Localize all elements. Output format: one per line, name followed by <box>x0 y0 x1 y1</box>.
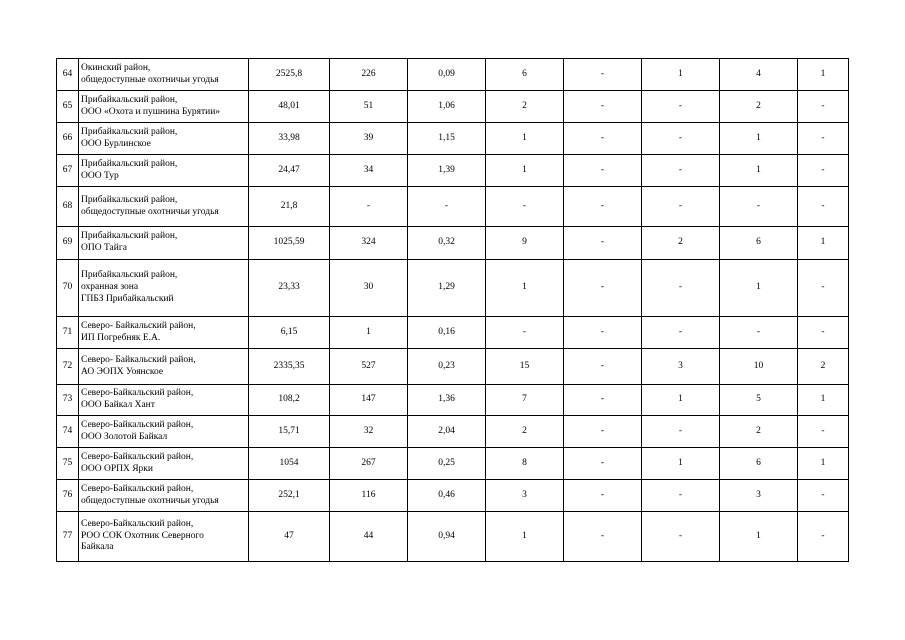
row-name: Окинский район, общедоступные охотничьи угодья <box>79 59 249 91</box>
row-number: 74 <box>57 416 79 448</box>
cell-col6: 3 <box>642 349 720 385</box>
cell-col7: - <box>720 317 798 349</box>
cell-col7: 3 <box>720 480 798 512</box>
cell-col5: - <box>564 260 642 317</box>
cell-col5: - <box>564 317 642 349</box>
cell-col8: - <box>798 91 849 123</box>
cell-col6: 1 <box>642 59 720 91</box>
cell-col8: - <box>798 512 849 562</box>
cell-col4: 2 <box>486 91 564 123</box>
cell-col8: - <box>798 187 849 227</box>
table-row <box>57 155 849 187</box>
cell-col2: 147 <box>330 385 408 416</box>
cell-col1: 33,98 <box>249 123 330 155</box>
table-body <box>57 59 849 562</box>
table-row <box>57 512 849 562</box>
cell-col4: 1 <box>486 260 564 317</box>
cell-col6: - <box>642 416 720 448</box>
cell-col7: 2 <box>720 416 798 448</box>
cell-col6: - <box>642 260 720 317</box>
table-row <box>57 59 849 91</box>
row-name: Прибайкальский район, ООО «Охота и пушнина Бурятии» <box>79 91 249 123</box>
row-name: Прибайкальский район, ООО Бурлинское <box>79 123 249 155</box>
cell-col6: - <box>642 480 720 512</box>
table-row <box>57 91 849 123</box>
cell-col1: 24,47 <box>249 155 330 187</box>
cell-col1: 6,15 <box>249 317 330 349</box>
cell-col5: - <box>564 155 642 187</box>
cell-col1: 15,71 <box>249 416 330 448</box>
cell-col3: 1,29 <box>408 260 486 317</box>
cell-col2: 32 <box>330 416 408 448</box>
table-row <box>57 187 849 227</box>
cell-col3: 0,94 <box>408 512 486 562</box>
cell-col8: - <box>798 123 849 155</box>
row-number: 67 <box>57 155 79 187</box>
row-number: 69 <box>57 227 79 260</box>
cell-col6: - <box>642 512 720 562</box>
cell-col7: 2 <box>720 91 798 123</box>
row-number: 68 <box>57 187 79 227</box>
table-row <box>57 480 849 512</box>
cell-col2: 34 <box>330 155 408 187</box>
table-row <box>57 123 849 155</box>
cell-col4: 9 <box>486 227 564 260</box>
table-row <box>57 227 849 260</box>
cell-col7: 4 <box>720 59 798 91</box>
row-number: 72 <box>57 349 79 385</box>
cell-col1: 23,33 <box>249 260 330 317</box>
row-number: 73 <box>57 385 79 416</box>
row-number: 66 <box>57 123 79 155</box>
cell-col5: - <box>564 385 642 416</box>
row-name: Северо-Байкальский район, ООО Байкал Хант <box>79 385 249 416</box>
cell-col3: 0,23 <box>408 349 486 385</box>
cell-col2: 1 <box>330 317 408 349</box>
cell-col4: 6 <box>486 59 564 91</box>
cell-col3: 2,04 <box>408 416 486 448</box>
cell-col1: 1025,59 <box>249 227 330 260</box>
row-name: Северо-Байкальский район, общедоступные охотничьи угодья <box>79 480 249 512</box>
cell-col6: - <box>642 91 720 123</box>
cell-col3: 0,46 <box>408 480 486 512</box>
cell-col4: 2 <box>486 416 564 448</box>
cell-col6: 1 <box>642 385 720 416</box>
cell-col1: 2525,8 <box>249 59 330 91</box>
cell-col8: 1 <box>798 385 849 416</box>
cell-col7: - <box>720 187 798 227</box>
cell-col4: 1 <box>486 512 564 562</box>
table-row <box>57 349 849 385</box>
table-row <box>57 317 849 349</box>
cell-col5: - <box>564 448 642 480</box>
cell-col1: 47 <box>249 512 330 562</box>
row-number: 75 <box>57 448 79 480</box>
data-table <box>56 58 849 562</box>
cell-col6: - <box>642 155 720 187</box>
table-row <box>57 260 849 317</box>
table-row <box>57 448 849 480</box>
cell-col5: - <box>564 480 642 512</box>
cell-col4: 15 <box>486 349 564 385</box>
cell-col8: - <box>798 317 849 349</box>
cell-col1: 108,2 <box>249 385 330 416</box>
row-name: Северо-Байкальский район, РОО СОК Охотник Северного Байкала <box>79 512 249 562</box>
cell-col5: - <box>564 187 642 227</box>
row-number: 77 <box>57 512 79 562</box>
row-number: 70 <box>57 260 79 317</box>
cell-col2: 39 <box>330 123 408 155</box>
cell-col1: 2335,35 <box>249 349 330 385</box>
cell-col7: 1 <box>720 260 798 317</box>
cell-col5: - <box>564 123 642 155</box>
cell-col3: 0,25 <box>408 448 486 480</box>
cell-col6: - <box>642 187 720 227</box>
cell-col7: 1 <box>720 155 798 187</box>
row-name: Прибайкальский район, охранная зона ГПБЗ Прибайкальский <box>79 260 249 317</box>
cell-col2: 116 <box>330 480 408 512</box>
row-name: Северо-Байкальский район, ООО Золотой Байкал <box>79 416 249 448</box>
cell-col2: 527 <box>330 349 408 385</box>
cell-col6: 1 <box>642 448 720 480</box>
row-name: Северо- Байкальский район, АО ЭОПХ Уоянское <box>79 349 249 385</box>
cell-col4: 1 <box>486 155 564 187</box>
cell-col7: 6 <box>720 227 798 260</box>
cell-col1: 252,1 <box>249 480 330 512</box>
row-name: Прибайкальский район, общедоступные охотничьи угодья <box>79 187 249 227</box>
row-number: 65 <box>57 91 79 123</box>
cell-col8: 1 <box>798 448 849 480</box>
cell-col1: 21,8 <box>249 187 330 227</box>
row-name: Прибайкальский район, ОПО Тайга <box>79 227 249 260</box>
row-name: Северо- Байкальский район, ИП Погребняк Е.А. <box>79 317 249 349</box>
cell-col1: 48,01 <box>249 91 330 123</box>
cell-col7: 1 <box>720 512 798 562</box>
cell-col6: - <box>642 317 720 349</box>
cell-col5: - <box>564 227 642 260</box>
cell-col3: 0,32 <box>408 227 486 260</box>
cell-col3: 1,36 <box>408 385 486 416</box>
cell-col4: 3 <box>486 480 564 512</box>
cell-col7: 6 <box>720 448 798 480</box>
row-number: 64 <box>57 59 79 91</box>
cell-col5: - <box>564 512 642 562</box>
cell-col8: - <box>798 155 849 187</box>
cell-col4: 8 <box>486 448 564 480</box>
cell-col4: 1 <box>486 123 564 155</box>
row-name: Северо-Байкальский район, ООО ОРПХ Ярки <box>79 448 249 480</box>
cell-col3: 1,15 <box>408 123 486 155</box>
cell-col6: 2 <box>642 227 720 260</box>
row-name: Прибайкальский район, ООО Тур <box>79 155 249 187</box>
cell-col7: 10 <box>720 349 798 385</box>
cell-col6: - <box>642 123 720 155</box>
cell-col5: - <box>564 59 642 91</box>
cell-col3: 1,39 <box>408 155 486 187</box>
table-row <box>57 385 849 416</box>
cell-col3: 0,16 <box>408 317 486 349</box>
cell-col8: 2 <box>798 349 849 385</box>
cell-col2: 30 <box>330 260 408 317</box>
cell-col2: - <box>330 187 408 227</box>
cell-col8: - <box>798 260 849 317</box>
cell-col7: 5 <box>720 385 798 416</box>
cell-col8: - <box>798 480 849 512</box>
cell-col8: - <box>798 416 849 448</box>
cell-col4: - <box>486 317 564 349</box>
cell-col2: 324 <box>330 227 408 260</box>
table-row <box>57 416 849 448</box>
cell-col5: - <box>564 349 642 385</box>
cell-col1: 1054 <box>249 448 330 480</box>
cell-col5: - <box>564 416 642 448</box>
cell-col2: 267 <box>330 448 408 480</box>
cell-col5: - <box>564 91 642 123</box>
cell-col8: 1 <box>798 59 849 91</box>
cell-col4: 7 <box>486 385 564 416</box>
cell-col3: - <box>408 187 486 227</box>
cell-col2: 44 <box>330 512 408 562</box>
cell-col3: 1,06 <box>408 91 486 123</box>
cell-col2: 51 <box>330 91 408 123</box>
row-number: 76 <box>57 480 79 512</box>
row-number: 71 <box>57 317 79 349</box>
cell-col8: 1 <box>798 227 849 260</box>
cell-col3: 0,09 <box>408 59 486 91</box>
cell-col7: 1 <box>720 123 798 155</box>
cell-col2: 226 <box>330 59 408 91</box>
cell-col4: - <box>486 187 564 227</box>
